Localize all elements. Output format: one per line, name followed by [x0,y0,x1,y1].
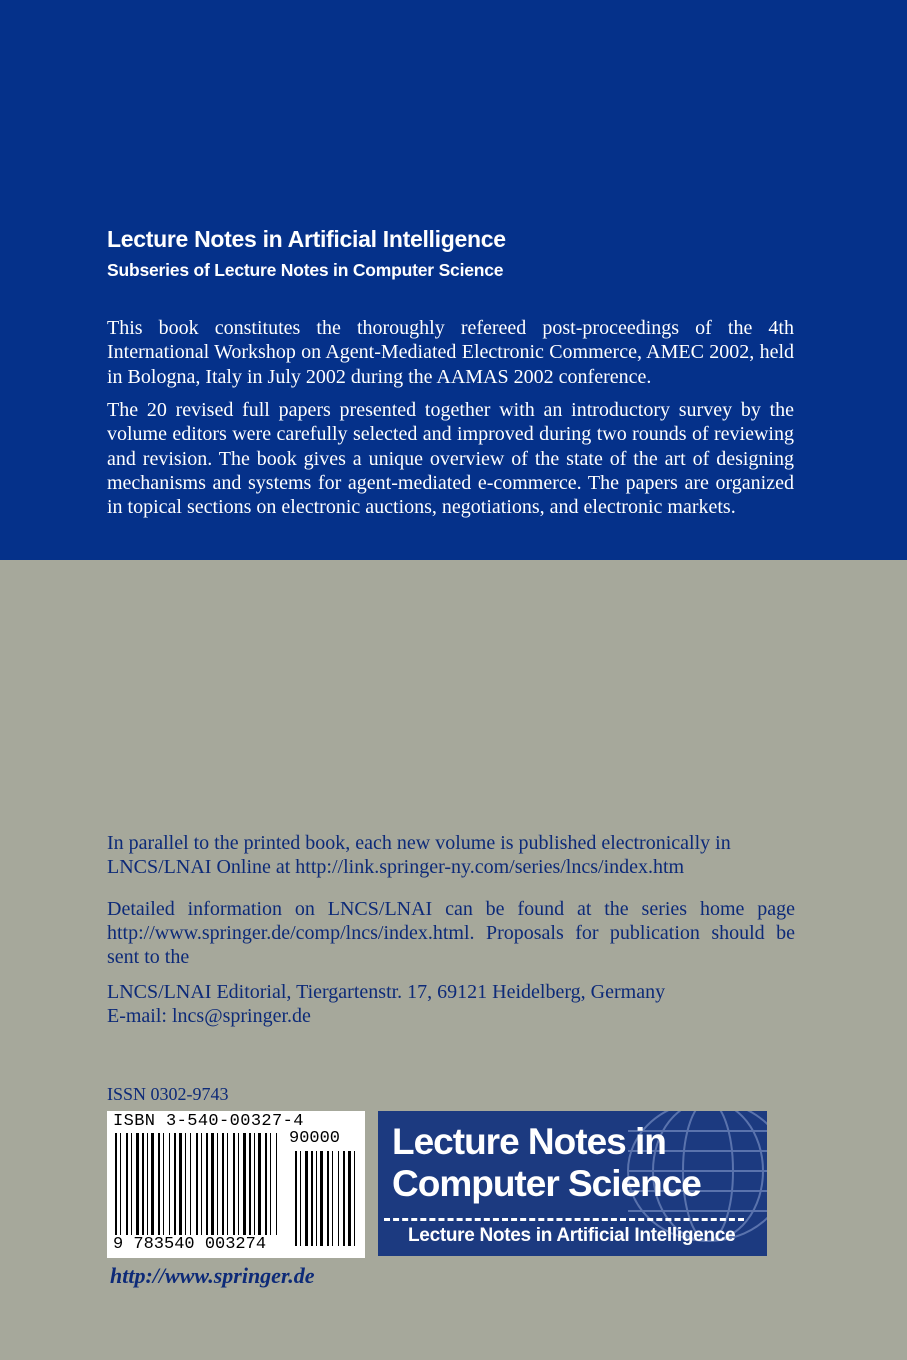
barcode-bar [126,1133,128,1235]
online-line-2: LNCS/LNAI Online at http://link.springer-ny.com/series/lncs/index.htm [107,856,685,878]
barcode-bar [158,1133,160,1235]
barcode-bar [169,1133,170,1235]
logo-line-1: Lecture Notes in [392,1121,666,1162]
barcode-bar [147,1133,148,1235]
top-band [0,0,907,560]
barcode-bar [136,1133,139,1235]
barcode-addon-bar [354,1151,355,1246]
barcode-bar [258,1133,261,1235]
barcode-addon-text: 90000 [289,1129,341,1148]
barcode-addon-bar [332,1151,333,1246]
barcode-bar [185,1133,186,1235]
barcode-bar [131,1133,132,1235]
editorial-address: LNCS/LNAI Editorial, Tiergartenstr. 17, 69121 Heidelberg, Germany [107,981,666,1003]
publisher-url: http://www.springer.de [110,1263,315,1288]
description-paragraph-1: This book constitutes the thoroughly refereed post-proceedings of the 4th International Workshop on Agent-Mediated Electronic Commerce, AMEC 2002, held in Bologna, Italy in July 2002 during the AAMAS 2002 conference. [107,317,794,388]
logo-line-3: Lecture Notes in Artificial Intelligence [408,1225,736,1246]
series-title: Lecture Notes in Artificial Intelligence [107,226,506,252]
issn-label: ISSN 0302-9743 [107,1084,229,1104]
logo-divider [384,1218,744,1221]
barcode-addon-bar [316,1151,317,1246]
barcode-bar [206,1133,208,1235]
barcode-isbn-text: ISBN 3-540-00327-4 [113,1112,304,1131]
barcode-bar [179,1133,182,1235]
barcode-bar [201,1133,202,1235]
barcode-bar [270,1133,271,1235]
online-line-1: In parallel to the printed book, each new volume is published electronically in [107,832,731,854]
barcode-addon-bar [338,1151,339,1246]
logo-line-2: Computer Science [392,1163,701,1204]
barcode-bar [120,1133,121,1235]
barcode-bar [222,1133,224,1235]
barcode-bar [196,1133,198,1235]
isbn-barcode [107,1111,365,1258]
barcode-bar [163,1133,164,1235]
barcode-bar [276,1133,277,1235]
barcode-addon-bar [320,1151,323,1246]
barcode-bar [151,1133,154,1235]
address-block [107,980,795,1028]
barcode-bar [142,1133,144,1235]
barcode-addon-bar [300,1151,301,1246]
barcode-bar [227,1133,228,1235]
barcode-addon-bar [327,1151,329,1246]
description-paragraph-2: The 20 revised full papers presented together with an introductory survey by the volume editors were carefully selected and improved during two rounds of reviewing and revision. The book gives a unique overview of the state of the art of designing mechanisms and systems for agent-mediated e-commerce. The papers are organized in topical sections on electronic auctions, negotiations, and electronic markets. [107,399,794,519]
barcode-addon-bar [295,1151,297,1246]
series-subtitle: Subseries of Lecture Notes in Computer Science [107,260,504,280]
barcode-addon-bar [305,1151,308,1246]
barcode-bar [115,1133,117,1235]
barcode-bar [254,1133,255,1235]
online-paragraph [107,831,795,879]
email-line: E-mail: lncs@springer.de [107,1005,311,1027]
barcode-addon-bar [343,1151,345,1246]
barcode-addon-bar [348,1151,351,1246]
barcode-bar [238,1133,239,1235]
barcode-bar [211,1133,214,1235]
barcode-addon-bar [311,1151,313,1246]
barcode-bar [249,1133,251,1235]
barcode-bar [265,1133,267,1235]
barcode-bar [190,1133,191,1235]
barcode-bar [217,1133,218,1235]
barcode-bar [174,1133,176,1235]
barcode-ean-text: 9 783540 003274 [113,1235,267,1254]
lncs-logo [378,1111,767,1256]
detailed-info-paragraph: Detailed information on LNCS/LNAI can be found at the series home page http://www.springer.de/comp/lncs/index.html. Proposals for publication should be sent to the [107,898,795,968]
barcode-bar [243,1133,246,1235]
barcode-bar [233,1133,235,1235]
